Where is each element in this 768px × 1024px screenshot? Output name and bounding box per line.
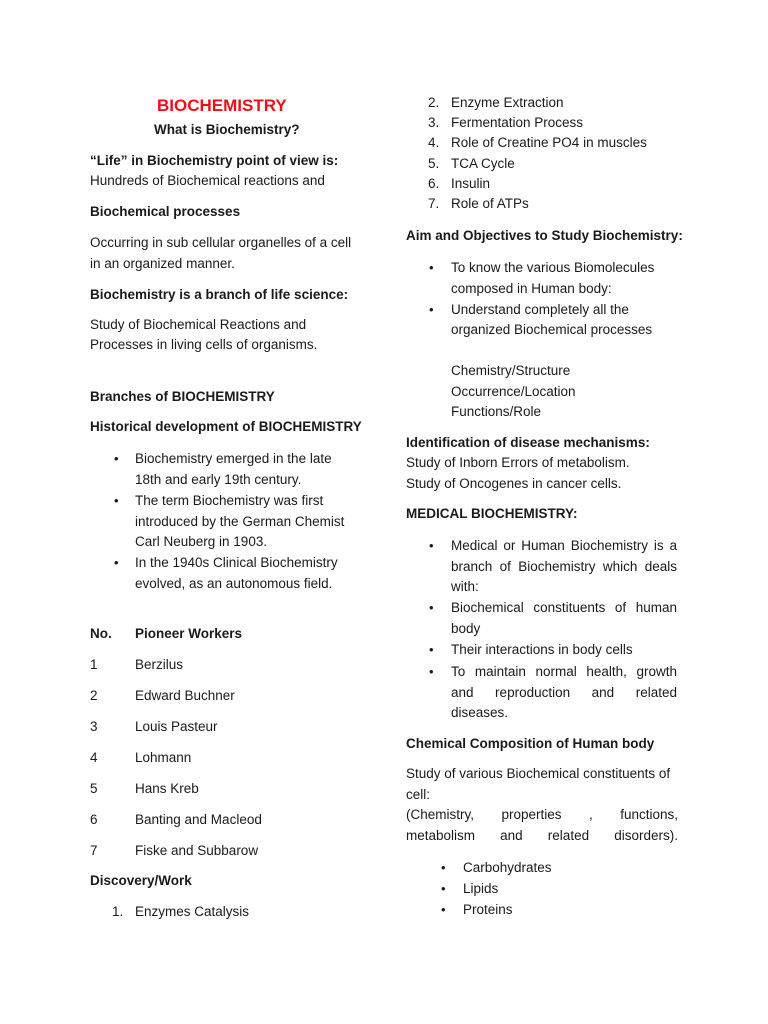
aim-sub-item: Occurrence/Location [451,384,576,399]
aim-bullet-line: Understand completely all the [451,302,629,317]
disease-text-line: Study of Oncogenes in cancer cells. [406,476,622,491]
bullet-icon: • [441,881,446,896]
discovery-number: 4. [428,135,440,150]
discovery-number: 5. [428,156,440,171]
bullet-icon: • [441,902,446,917]
aim-sub-item: Chemistry/Structure [451,363,571,378]
composition-paren: (Chemistry, properties , functions, metabolism and related disorders). [406,807,678,843]
history-bullet-line: Carl Neuberg in 1903. [135,534,268,549]
processes-text-line: Occurring in sub cellular organelles of a cell [90,235,352,250]
aim-bullet-line: composed in Human body: [451,281,612,296]
table-cell-name: Hans Kreb [135,781,199,796]
table-cell-name: Lohmann [135,750,192,765]
discovery-item: Enzymes Catalysis [135,904,250,919]
bullet-icon: • [429,600,434,615]
bullet-icon: • [429,260,434,275]
aim-bullet-line: To know the various Biomolecules [451,260,655,275]
document-title: BIOCHEMISTRY [157,96,287,115]
bullet-icon: • [114,493,119,508]
discovery-number: 1. [112,904,124,919]
disease-heading: Identification of disease mechanisms: [406,435,650,450]
branch-text-line: Study of Biochemical Reactions and [90,317,307,332]
composition-item: Carbohydrates [463,860,552,875]
bullet-icon: • [429,538,434,553]
discovery-number: 6. [428,176,440,191]
medical-bullet: Biochemical constituents of human body [451,600,677,636]
table-cell-no: 7 [90,843,98,858]
disease-text-line: Study of Inborn Errors of metabolism. [406,455,630,470]
table-cell-name: Fiske and Subbarow [135,843,259,858]
composition-heading: Chemical Composition of Human body [406,736,655,751]
history-bullet-line: 18th and early 19th century. [135,472,302,487]
table-cell-no: 3 [90,719,98,734]
table-cell-no: 6 [90,812,98,827]
discovery-item: Role of Creatine PO4 in muscles [451,135,647,150]
history-bullet-line: Biochemistry emerged in the late [135,451,332,466]
composition-text: Study of various Biochemical constituents of cell: [406,766,671,802]
processes-text-line: in an organized manner. [90,256,235,271]
discovery-heading: Discovery/Work [90,873,192,888]
table-header-no: No. [90,626,112,641]
bullet-icon: • [429,642,434,657]
medical-bullet: Medical or Human Biochemistry is a branch of Biochemistry which deals with: [451,538,677,594]
discovery-item: Enzyme Extraction [451,95,564,110]
discovery-item: Fermentation Process [451,115,584,130]
discovery-number: 3. [428,115,440,130]
medical-bullet: Their interactions in body cells [451,642,633,657]
discovery-item: Insulin [451,176,491,191]
medical-bullet: To maintain normal health, growth and reproduction and related diseases. [451,664,677,720]
discovery-number: 2. [428,95,440,110]
discovery-item: TCA Cycle [451,156,515,171]
aim-bullet-line: organized Biochemical processes [451,322,653,337]
aim-heading: Aim and Objectives to Study Biochemistry: [406,228,683,243]
table-header-workers: Pioneer Workers [135,626,243,641]
bullet-icon: • [429,302,434,317]
history-bullet-line: In the 1940s Clinical Biochemistry [135,555,338,570]
history-bullet-line: evolved, as an autonomous field. [135,576,333,591]
history-bullet-line: The term Biochemistry was first [135,493,324,508]
subtitle: What is Biochemistry? [154,122,300,137]
branch-text-line: Processes in living cells of organisms. [90,337,318,352]
branch-heading: Biochemistry is a branch of life science: [90,287,349,302]
table-cell-name: Banting and Macleod [135,812,262,827]
bullet-icon: • [114,451,119,466]
processes-heading: Biochemical processes [90,204,241,219]
table-cell-no: 1 [90,657,98,672]
life-text: Hundreds of Biochemical reactions and [90,173,325,188]
bullet-icon: • [441,860,446,875]
life-heading: “Life” in Biochemistry point of view is: [90,153,339,168]
table-cell-no: 4 [90,750,98,765]
medical-heading: MEDICAL BIOCHEMISTRY: [406,506,578,521]
composition-item: Proteins [463,902,513,917]
aim-sub-item: Functions/Role [451,404,542,419]
history-bullet-line: introduced by the German Chemist [135,514,345,529]
bullet-icon: • [114,555,119,570]
branches-heading: Branches of BIOCHEMISTRY [90,389,275,404]
discovery-item: Role of ATPs [451,196,529,211]
bullet-icon: • [429,664,434,679]
history-heading: Historical development of BIOCHEMISTRY [90,419,362,434]
composition-item: Lipids [463,881,499,896]
discovery-number: 7. [428,196,440,211]
table-cell-no: 2 [90,688,98,703]
table-cell-name: Louis Pasteur [135,719,218,734]
table-cell-no: 5 [90,781,98,796]
table-cell-name: Edward Buchner [135,688,235,703]
table-cell-name: Berzilus [135,657,184,672]
